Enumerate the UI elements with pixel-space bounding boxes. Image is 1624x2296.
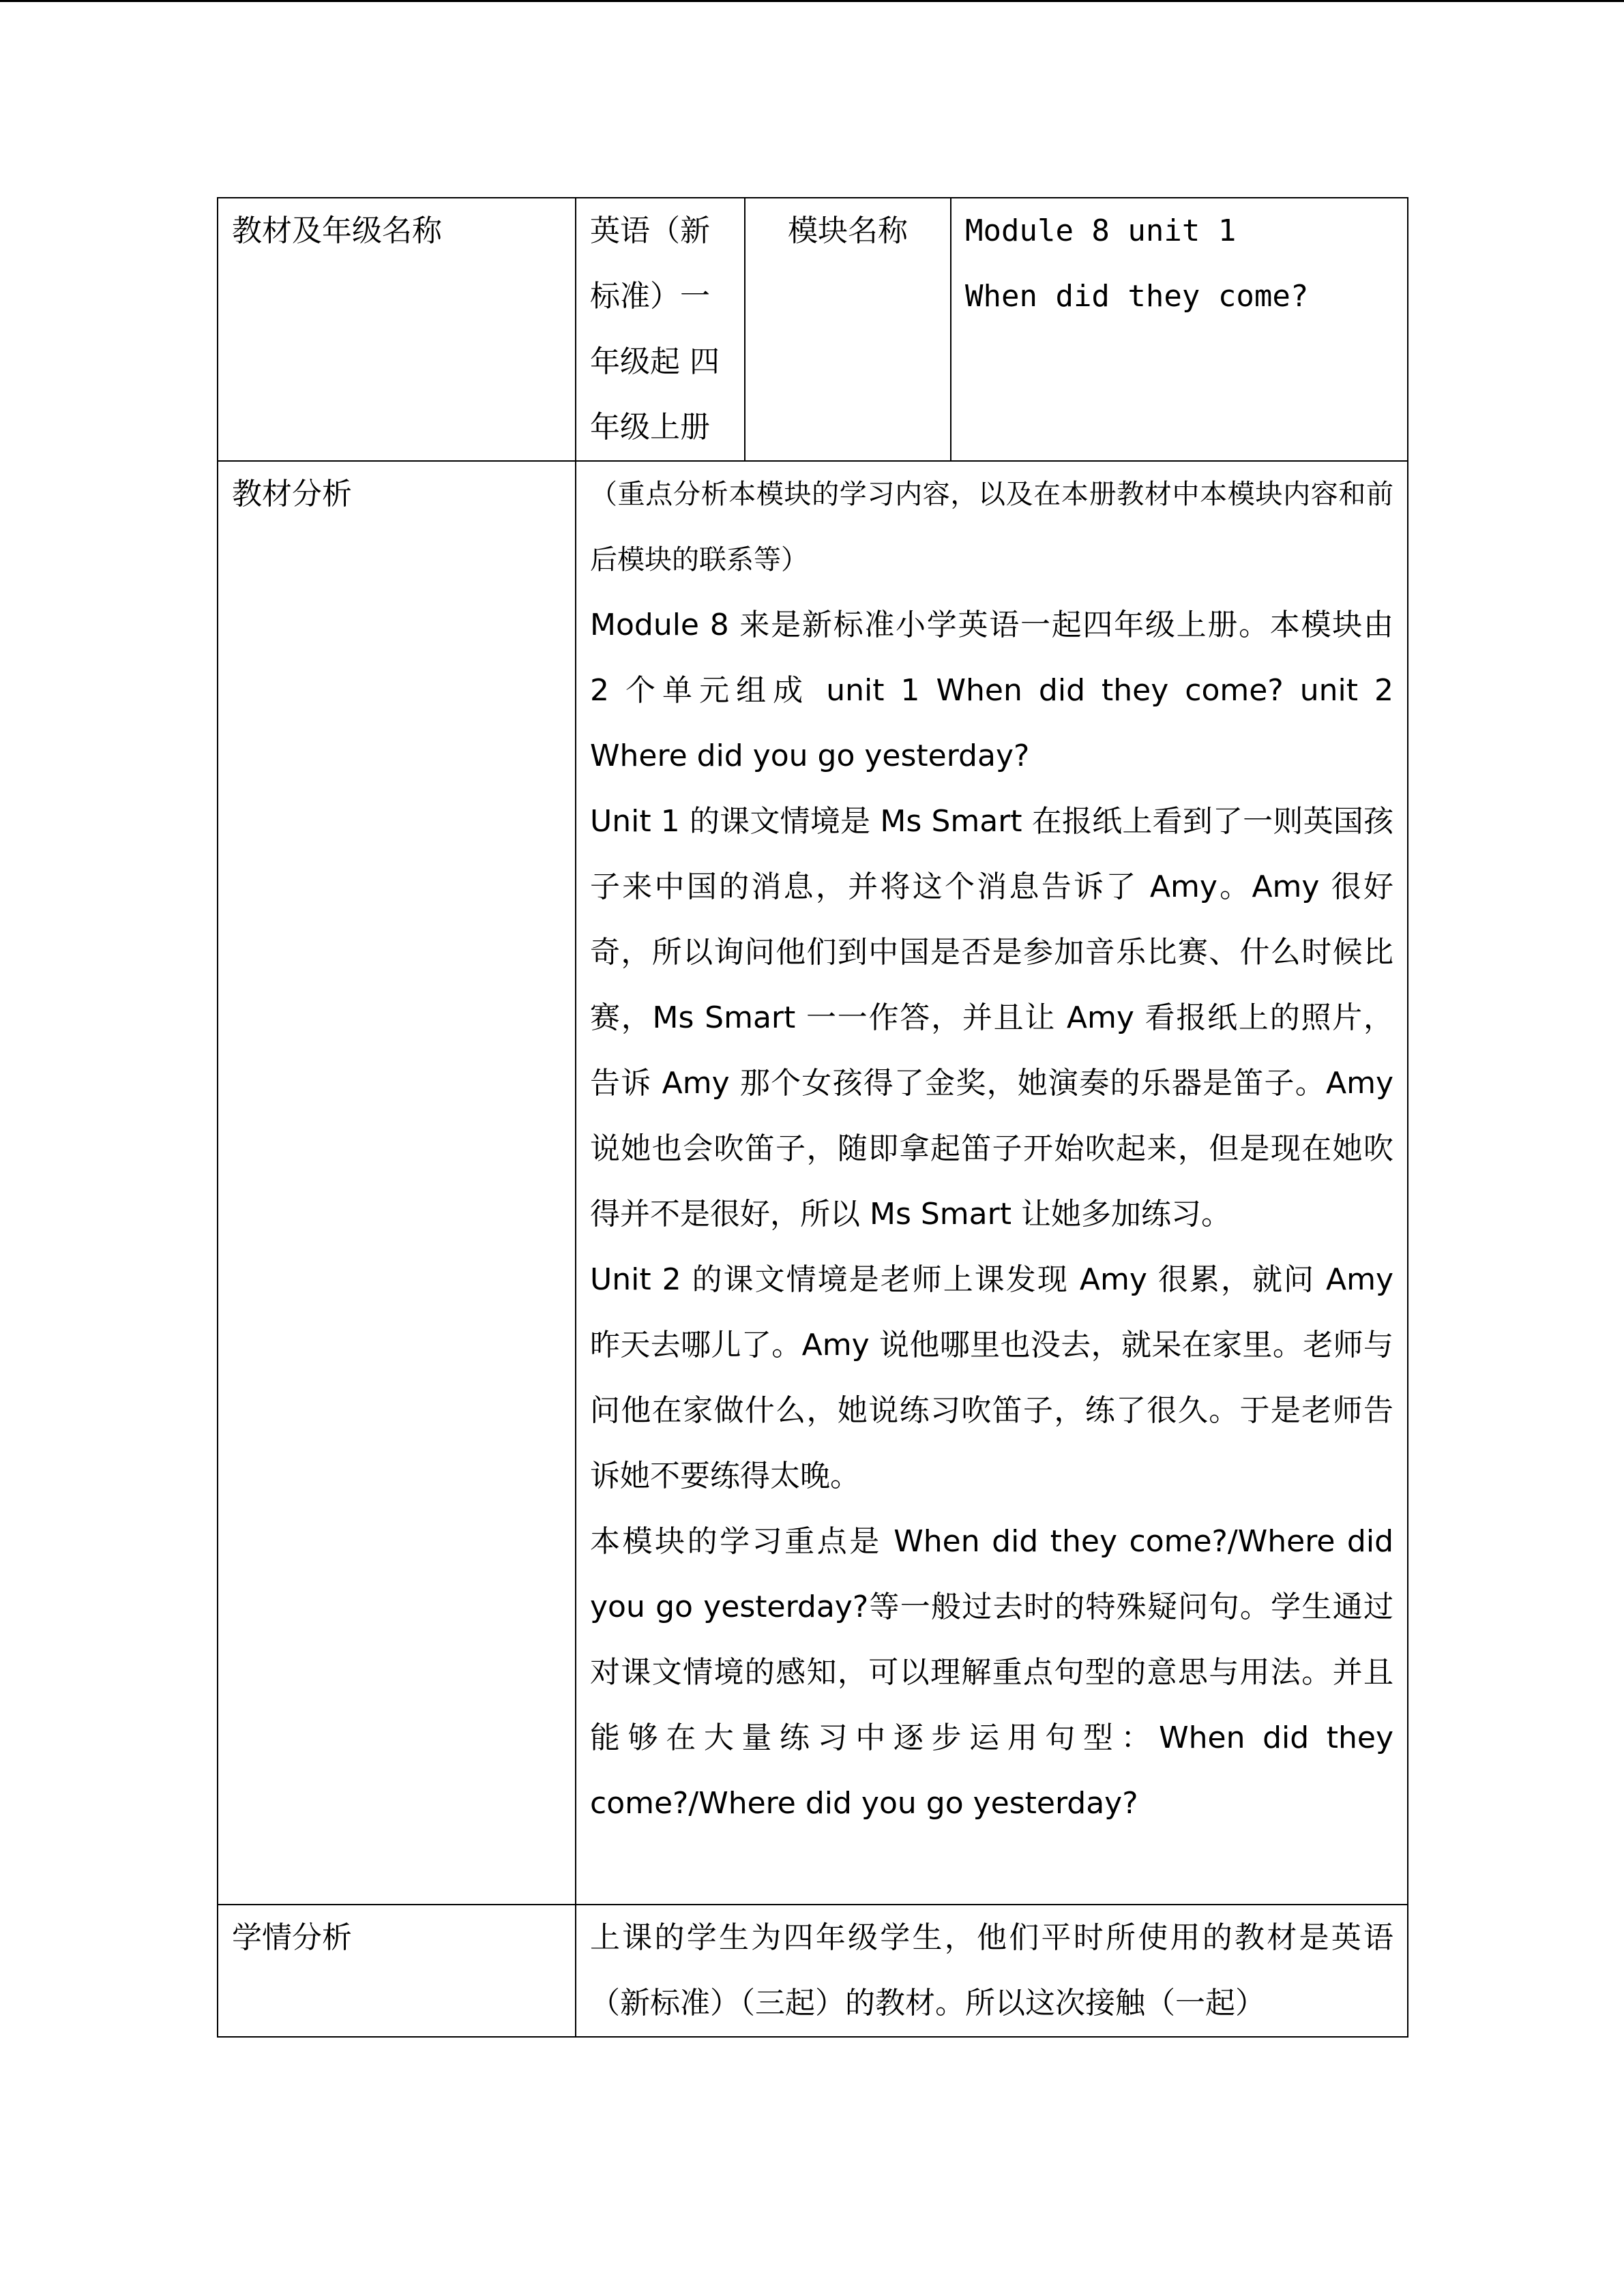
- page-top-border: [0, 0, 1624, 2]
- analysis-label: 教材分析: [232, 477, 352, 511]
- textbook-label-cell: [218, 198, 576, 461]
- module-title: Module 8 unit 1: [965, 213, 1237, 248]
- analysis-content-cell: [576, 461, 1408, 1905]
- module-value-cell: [951, 198, 1408, 461]
- students-label-cell: [218, 1905, 576, 2037]
- analysis-paragraph-4: 本模块的学习重点是 When did they come?/Where did you go yesterday?等一般过去时的特殊疑问句。学生通过对课文情境的感知，可以理解重点句型的意思与用法。并且能够在大量练习中逐步运用句型：When did they come?/Where did you go yesterday?: [590, 1524, 1393, 1821]
- table-row-students: [218, 1905, 1408, 2037]
- students-content-cell: [576, 1905, 1408, 2037]
- module-label-cell: [745, 198, 951, 461]
- analysis-note: （重点分析本模块的学习内容，以及在本册教材中本模块内容和前后模块的联系等）: [590, 479, 1393, 576]
- analysis-paragraph-1: Module 8 来是新标准小学英语一起四年级上册。本模块由 2 个单元组成 unit 1 When did they come? unit 2 Where did you go yesterday?: [590, 608, 1393, 773]
- lesson-plan-table: [217, 197, 1408, 2038]
- unit-title: When did they come?: [965, 279, 1309, 314]
- textbook-value: 英语（新标准）一年级起 四年级上册: [590, 213, 720, 445]
- students-label: 学情分析: [232, 1920, 352, 1955]
- module-label: 模块名称: [788, 213, 908, 248]
- textbook-label: 教材及年级名称: [232, 213, 442, 248]
- analysis-paragraph-2: Unit 1 的课文情境是 Ms Smart 在报纸上看到了一则英国孩子来中国的消息，并将这个消息告诉了 Amy。Amy 很好奇，所以询问他们到中国是否是参加音乐比赛、什么时候比赛，Ms Smart 一一作答，并且让 Amy 看报纸上的照片，告诉 Amy 那个女孩得了金奖，她演奏的乐器是笛子。Amy 说她也会吹笛子，随即拿起笛子开始吹起来，但是现在她吹得并不是很好，所以 Ms Smart 让她多加练习。: [590, 804, 1393, 1232]
- textbook-value-cell: [576, 198, 745, 461]
- analysis-label-cell: [218, 461, 576, 1905]
- table-row-header: [218, 198, 1408, 461]
- students-paragraph: 上课的学生为四年级学生，他们平时所使用的教材是英语（新标准）（三起）的教材。所以这次接触（一起）: [590, 1920, 1393, 2021]
- analysis-paragraph-3: Unit 2 的课文情境是老师上课发现 Amy 很累，就问 Amy 昨天去哪儿了。Amy 说他哪里也没去，就呆在家里。老师与问他在家做什么，她说练习吹笛子，练了很久。于是老师告诉她不要练得太晚。: [590, 1262, 1393, 1493]
- table-row-analysis: [218, 461, 1408, 1905]
